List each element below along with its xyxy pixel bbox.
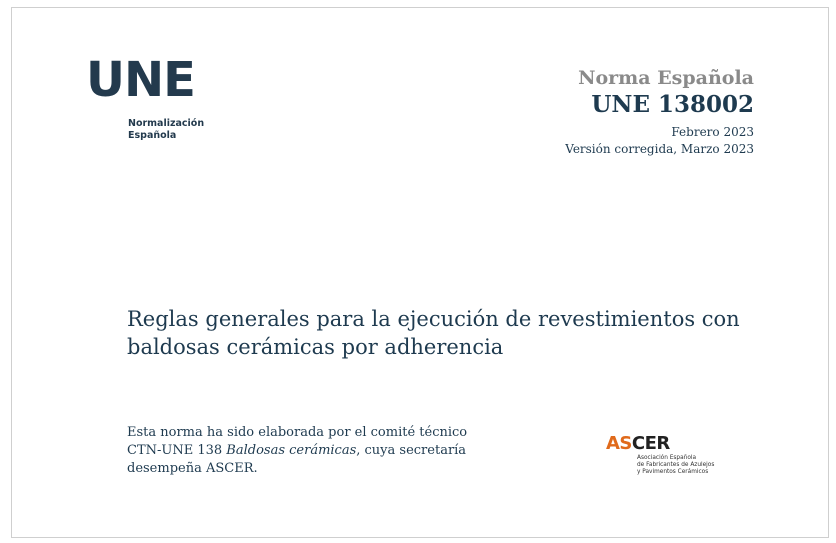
une-logo-subtitle-line1: Normalización — [128, 118, 205, 129]
ascer-wordmark-rest: CER — [631, 433, 670, 454]
standard-date: Febrero 2023 — [671, 125, 754, 139]
standard-code: UNE 138002 — [591, 91, 754, 118]
committee-line2-italic: Baldosas cerámicas — [226, 443, 357, 458]
standard-header — [565, 66, 754, 158]
une-logo-subtitle — [128, 118, 204, 142]
committee-line3: desempeña ASCER. — [127, 461, 258, 476]
une-logo-mark: UNE — [86, 52, 195, 108]
document-title-line1: Reglas generales para la ejecución de revestimientos con — [127, 307, 740, 331]
ascer-desc-line2: de Fabricantes de Azulejos — [637, 462, 715, 468]
ascer-wordmark-accent: AS — [606, 433, 632, 454]
committee-line2 — [127, 442, 527, 460]
une-logo-subtitle-line2: Española — [128, 130, 177, 141]
ascer-logo — [606, 434, 756, 484]
document-title — [127, 305, 767, 361]
ascer-desc-line1: Asociación Española — [637, 455, 697, 461]
document-title-line2: baldosas cerámicas por adherencia — [127, 335, 504, 359]
standard-label: Norma Española — [578, 67, 754, 89]
standard-revision: Versión corregida, Marzo 2023 — [565, 142, 754, 156]
committee-statement — [127, 424, 527, 478]
ascer-description — [637, 455, 714, 476]
ascer-wordmark — [606, 434, 756, 454]
une-logo — [86, 52, 216, 156]
committee-line2-prefix: CTN-UNE 138 — [127, 443, 227, 458]
committee-line2-suffix: , cuya secretaría — [356, 443, 467, 458]
committee-line1: Esta norma ha sido elaborada por el comité técnico — [127, 425, 468, 440]
ascer-desc-line3: y Pavimentos Cerámicos — [637, 469, 709, 475]
